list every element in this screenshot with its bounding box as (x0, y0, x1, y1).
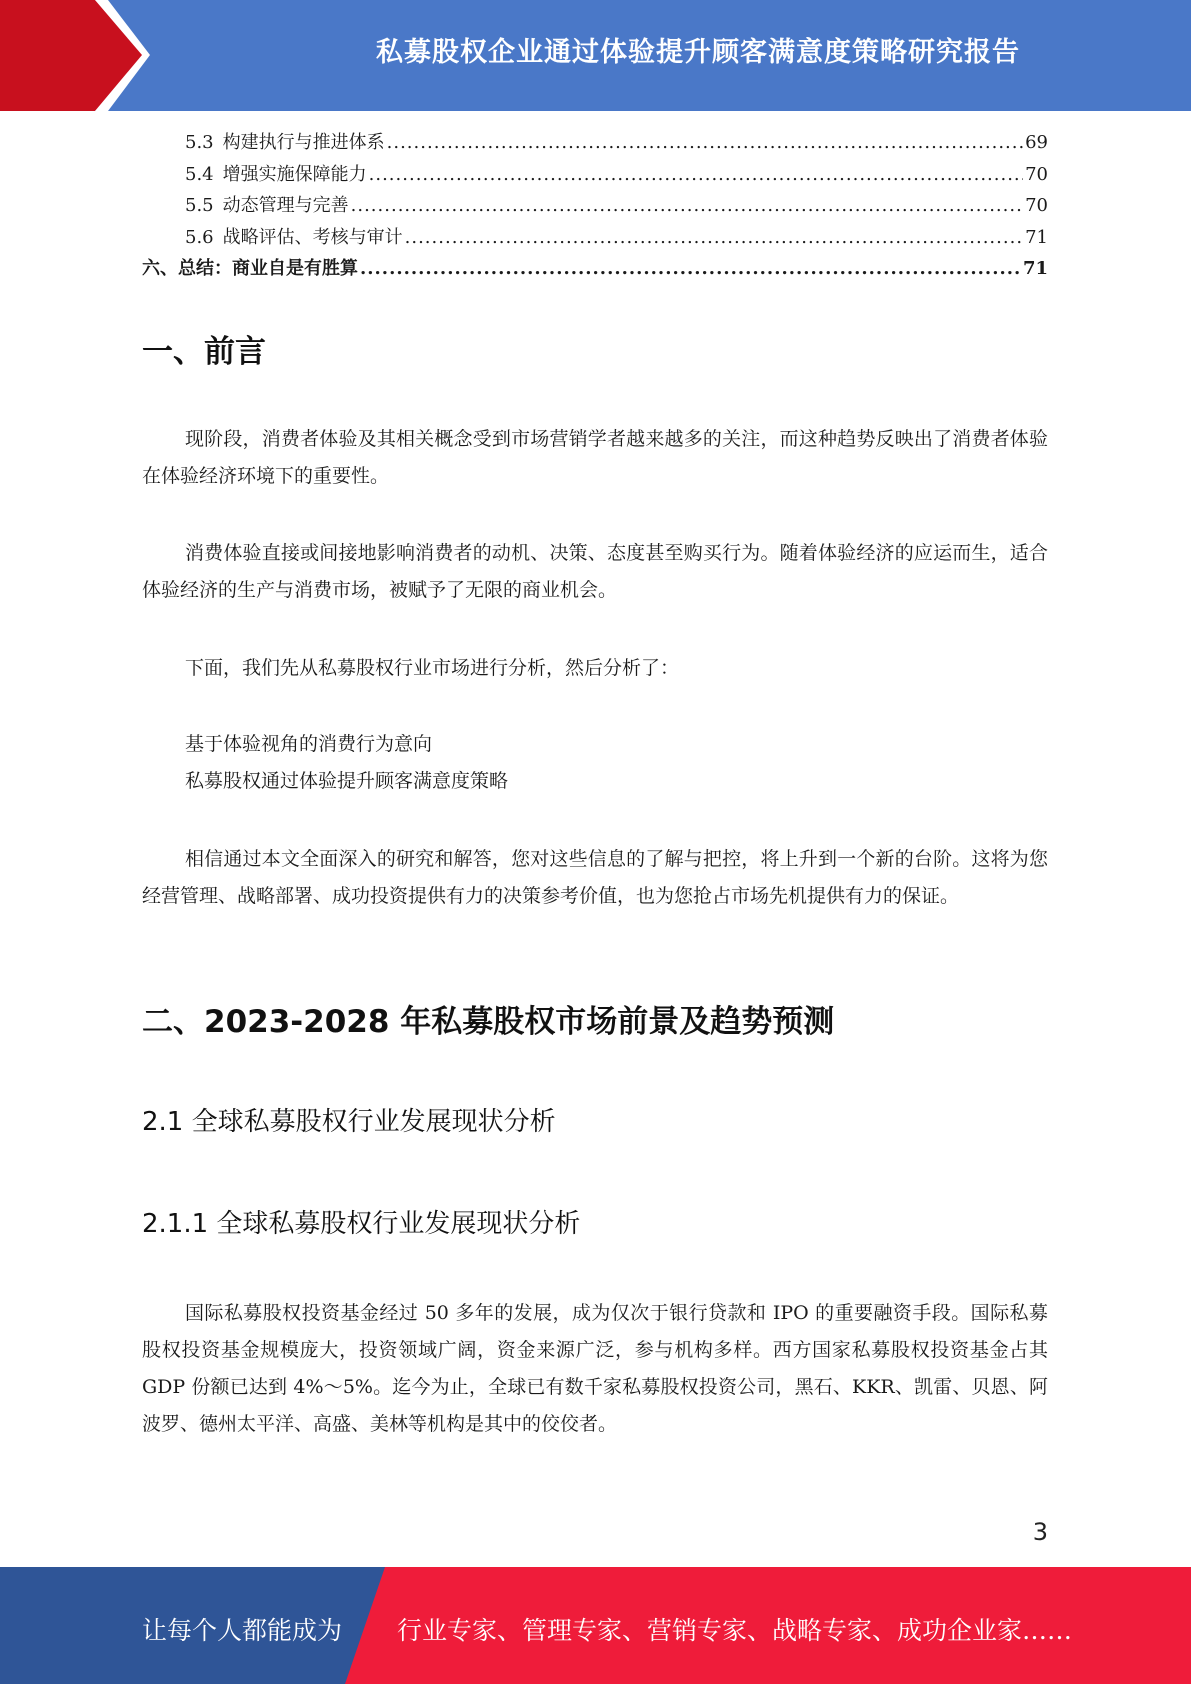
table-of-contents (142, 128, 1048, 286)
toc-item-label: 动态管理与完善 (222, 195, 349, 216)
toc-item[interactable] (142, 160, 1048, 192)
toc-item[interactable] (142, 191, 1048, 223)
toc-item-label: 六、总结：商业自是有胜算 (142, 258, 358, 279)
toc-leader-dots (369, 164, 1023, 185)
toc-leader-dots (360, 258, 1021, 279)
toc-item-number: 5.4 (185, 163, 214, 185)
toc-item[interactable] (142, 223, 1048, 255)
toc-item-page: 71 (1025, 226, 1048, 248)
paragraph: 消费体验直接或间接地影响消费者的动机、决策、态度甚至购买行为。随着体验经济的应运而生，适合体验经济的生产与消费市场，被赋予了无限的商业机会。 (142, 542, 1048, 601)
paragraph: 下面，我们先从私募股权行业市场进行分析，然后分析了： (185, 657, 680, 679)
toc-item-number: 5.5 (185, 195, 214, 216)
paragraph: 相信通过本文全面深入的研究和解答，您对这些信息的了解与把控，将上升到一个新的台阶。这将为您经营管理、战略部署、成功投资提供有力的决策参考价值，也为您抢占市场先机提供有力的保证。 (142, 848, 1048, 907)
toc-item-page: 70 (1025, 195, 1048, 216)
page-footer (0, 1567, 1191, 1684)
toc-item-label: 战略评估、考核与审计 (222, 226, 403, 248)
toc-item-page: 69 (1025, 132, 1048, 153)
toc-item-label: 构建执行与推进体系 (222, 132, 385, 153)
toc-item-number: 5.6 (185, 226, 214, 248)
footer-slogan-left: 让每个人都能成为 (142, 1616, 343, 1645)
toc-leader-dots (405, 227, 1023, 248)
toc-item[interactable] (142, 128, 1048, 160)
list-item: 基于体验视角的消费行为意向 (185, 733, 433, 755)
footer-slogan-right: 行业专家、管理专家、营销专家、战略专家、成功企业家…… (397, 1616, 1073, 1645)
toc-item-page: 70 (1025, 163, 1048, 185)
toc-item-chapter[interactable] (142, 254, 1048, 286)
toc-item-page: 71 (1022, 258, 1048, 279)
section-heading-forecast: 二、2023-2028 年私募股权市场前景及趋势预测 (142, 1004, 835, 1040)
paragraph: 国际私募股权投资基金经过 50 多年的发展，成为仅次于银行贷款和 IPO 的重要融资手段。国际私募股权投资基金规模庞大，投资领域广阔，资金来源广泛，参与机构多样。西方国家私募股权投资基金占其 GDP 份额已达到 4%～5%。迄今为止，全球已有数千家私募股权投资公司，黑石、KKR、凯雷、贝恩、阿波罗、德州太平洋、高盛、美林等机构是其中的佼佼者。 (142, 1302, 1048, 1435)
header-title: 私募股权企业通过体验提升顾客满意度策略研究报告 (376, 37, 1020, 68)
list-item: 私募股权通过体验提升顾客满意度策略 (185, 770, 509, 792)
toc-item-number: 5.3 (185, 132, 214, 153)
page-number: 3 (1032, 1518, 1048, 1546)
subsection-heading: 2.1.1 全球私募股权行业发展现状分析 (142, 1209, 581, 1239)
toc-item-label: 增强实施保障能力 (222, 163, 367, 185)
paragraph: 现阶段，消费者体验及其相关概念受到市场营销学者越来越多的关注，而这种趋势反映出了消费者体验在体验经济环境下的重要性。 (142, 428, 1048, 487)
subsection-heading: 2.1 全球私募股权行业发展现状分析 (142, 1107, 556, 1137)
toc-leader-dots (387, 132, 1023, 153)
page-header (0, 0, 1191, 111)
section-heading-preface: 一、前言 (142, 334, 266, 370)
toc-leader-dots (351, 195, 1023, 216)
